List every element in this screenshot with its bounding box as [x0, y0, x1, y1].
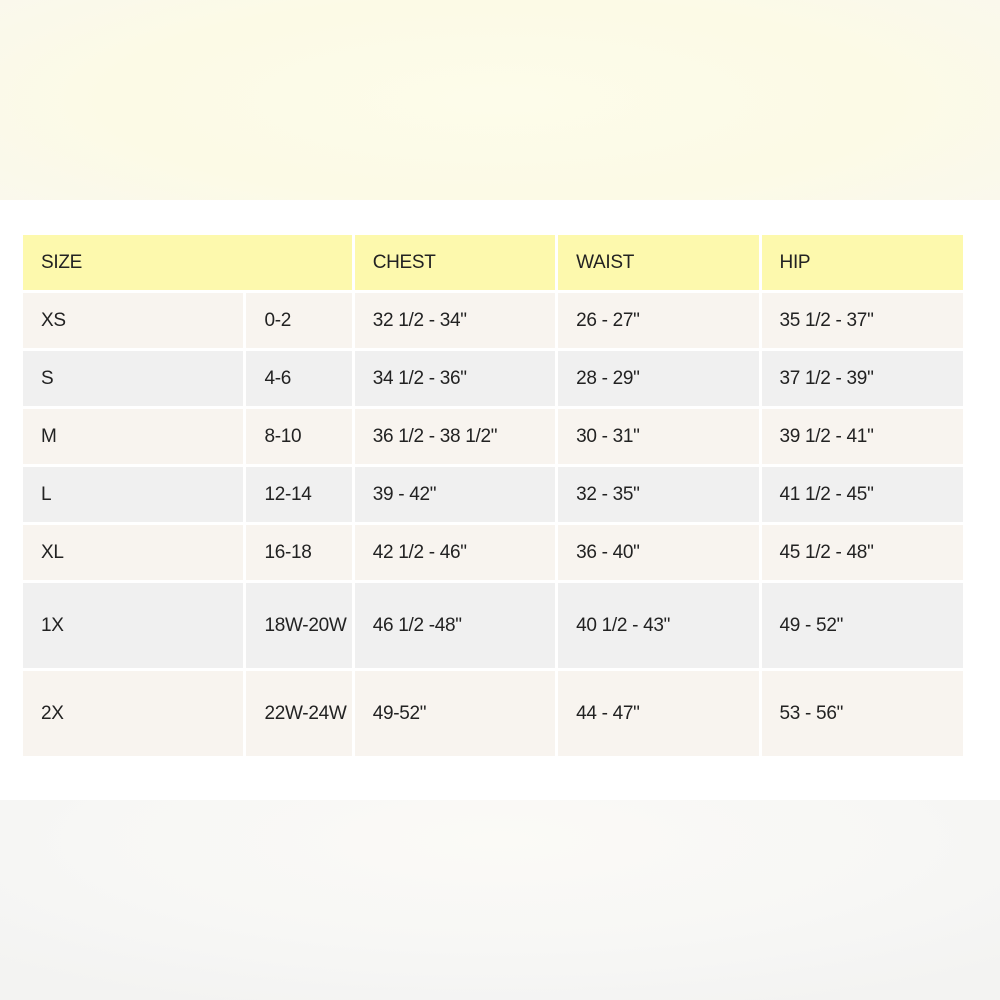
cell-numeric-size: 0-2	[246, 293, 351, 348]
size-chart-sheet	[0, 200, 1000, 800]
cell-numeric-size: 8-10	[246, 409, 351, 464]
bottom-background-band	[0, 800, 1000, 1000]
cell-waist: 44 - 47"	[558, 671, 758, 756]
table-row	[23, 293, 963, 348]
header-size: SIZE	[23, 235, 352, 290]
cell-chest: 49-52"	[355, 671, 555, 756]
cell-waist: 40 1/2 - 43"	[558, 583, 758, 668]
header-row	[23, 235, 963, 290]
table-row	[23, 351, 963, 406]
table-row	[23, 583, 963, 668]
cell-waist: 36 - 40"	[558, 525, 758, 580]
cell-size: 1X	[23, 583, 243, 668]
table-row	[23, 409, 963, 464]
header-chest: CHEST	[355, 235, 555, 290]
cell-size: XS	[23, 293, 243, 348]
cell-chest: 46 1/2 -48"	[355, 583, 555, 668]
cell-numeric-size: 18W-20W	[246, 583, 351, 668]
cell-numeric-size: 16-18	[246, 525, 351, 580]
cell-waist: 30 - 31"	[558, 409, 758, 464]
cell-chest: 34 1/2 - 36"	[355, 351, 555, 406]
cell-hip: 41 1/2 - 45"	[762, 467, 963, 522]
cell-hip: 35 1/2 - 37"	[762, 293, 963, 348]
cell-chest: 42 1/2 - 46"	[355, 525, 555, 580]
cell-size: S	[23, 351, 243, 406]
cell-chest: 36 1/2 - 38 1/2"	[355, 409, 555, 464]
cell-waist: 26 - 27"	[558, 293, 758, 348]
cell-size: XL	[23, 525, 243, 580]
size-chart-table	[20, 232, 966, 759]
cell-hip: 53 - 56"	[762, 671, 963, 756]
top-background-band	[0, 0, 1000, 200]
table-row	[23, 671, 963, 756]
cell-size: M	[23, 409, 243, 464]
table-row	[23, 467, 963, 522]
cell-chest: 32 1/2 - 34"	[355, 293, 555, 348]
cell-hip: 39 1/2 - 41"	[762, 409, 963, 464]
cell-numeric-size: 4-6	[246, 351, 351, 406]
cell-waist: 28 - 29"	[558, 351, 758, 406]
cell-size: 2X	[23, 671, 243, 756]
cell-numeric-size: 22W-24W	[246, 671, 351, 756]
header-hip: HIP	[762, 235, 963, 290]
table-row	[23, 525, 963, 580]
cell-chest: 39 - 42"	[355, 467, 555, 522]
cell-size: L	[23, 467, 243, 522]
cell-waist: 32 - 35"	[558, 467, 758, 522]
cell-hip: 45 1/2 - 48"	[762, 525, 963, 580]
header-waist: WAIST	[558, 235, 758, 290]
cell-numeric-size: 12-14	[246, 467, 351, 522]
cell-hip: 37 1/2 - 39"	[762, 351, 963, 406]
cell-hip: 49 - 52"	[762, 583, 963, 668]
